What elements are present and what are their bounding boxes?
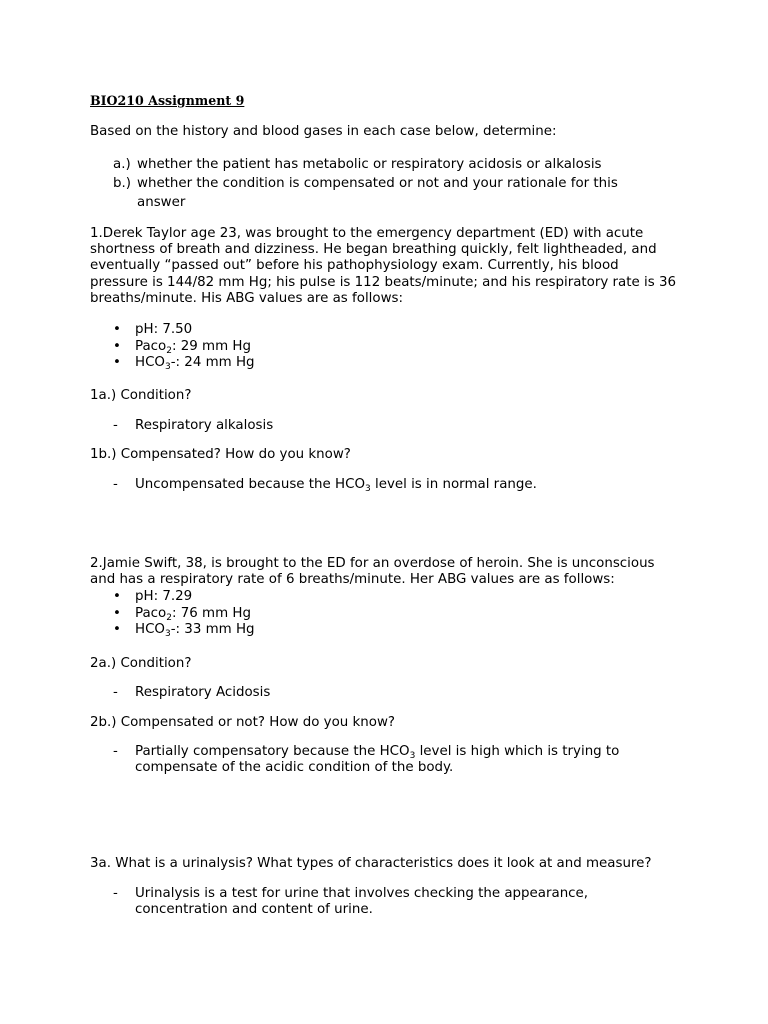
bullet-glyph: • <box>113 589 121 604</box>
case1-question-a: 1a.) Condition? <box>90 388 192 403</box>
case1-answer-b: - Uncompensated because the $HCO_3$ level is in normal range. <box>113 477 537 494</box>
bullet-glyph: • <box>113 605 121 621</box>
dash-marker: - <box>113 685 118 700</box>
case2-question-a: 2a.) Condition? <box>90 656 192 671</box>
dash-marker: - <box>113 744 118 759</box>
bullet-glyph: • <box>113 622 121 638</box>
task-text: whether the condition is compensated or not and your rationale for this answer <box>137 176 618 210</box>
dash-marker: - <box>113 477 118 492</box>
bullet-glyph: • <box>113 355 121 371</box>
case2-answer-b: - Partially compensatory because the $HCO_3$ level is high which is trying to compensate of the acidic condition of the body. <box>113 744 620 776</box>
case1-question-b: 1b.) Compensated? How do you know? <box>90 447 351 462</box>
abg-paco2: • Paco$_2$: 29 mm Hg <box>113 338 251 356</box>
task-marker: a.) <box>113 157 131 172</box>
bullet-glyph: • <box>113 338 121 354</box>
task-marker: b.) <box>113 176 131 191</box>
intro-text: Based on the history and blood gases in each case below, determine: <box>90 124 557 139</box>
case1-abg-list <box>113 322 653 372</box>
task-item <box>113 174 653 212</box>
abg-paco2: • Paco$_2$: 76 mm Hg <box>113 605 251 623</box>
case2-abg-list <box>113 589 653 639</box>
case1-scenario: 1.Derek Taylor age 23, was brought to the emergency department (ED) with acute shortness of breath and dizziness. He began breathing quickly, felt lightheaded, and eventually “passed out” before his pathophysiology exam. Currently, his blood pressure is 144/82 mm Hg; his pulse is 112 beats/minute; and his respiratory rate is 36 breaths/minute. His ABG values are as follows: <box>90 226 676 306</box>
abg-hco3: • $HCO_3-$: 24 mm Hg <box>113 355 255 373</box>
abg-hco3: • $HCO_3-$: 33 mm Hg <box>113 622 255 640</box>
q3-answer: - Urinalysis is a test for urine that involves checking the appearance, concentration and content of urine. <box>113 886 589 918</box>
dash-marker: - <box>113 886 118 901</box>
assignment-title: BIO210 Assignment 9 <box>90 93 245 108</box>
task-list <box>113 155 653 212</box>
case2-scenario: 2.Jamie Swift, 38, is brought to the ED for an overdose of heroin. She is unconscious and has a respiratory rate of 6 breaths/minute. Her ABG values are as follows: <box>90 556 655 588</box>
abg-ph: • pH: 7.29 <box>113 589 193 604</box>
task-text: whether the patient has metabolic or respiratory acidosis or alkalosis <box>137 157 602 172</box>
abg-ph: • pH: 7.50 <box>113 322 193 337</box>
bullet-glyph: • <box>113 322 121 337</box>
case2-answer-a: - Respiratory Acidosis <box>113 685 271 700</box>
case1-answer-a: - Respiratory alkalosis <box>113 418 274 433</box>
dash-marker: - <box>113 418 118 433</box>
task-item <box>113 155 653 174</box>
case2-question-b: 2b.) Compensated or not? How do you know? <box>90 715 396 730</box>
q3-question: 3a. What is a urinalysis? What types of characteristics does it look at and measure? <box>90 856 652 871</box>
